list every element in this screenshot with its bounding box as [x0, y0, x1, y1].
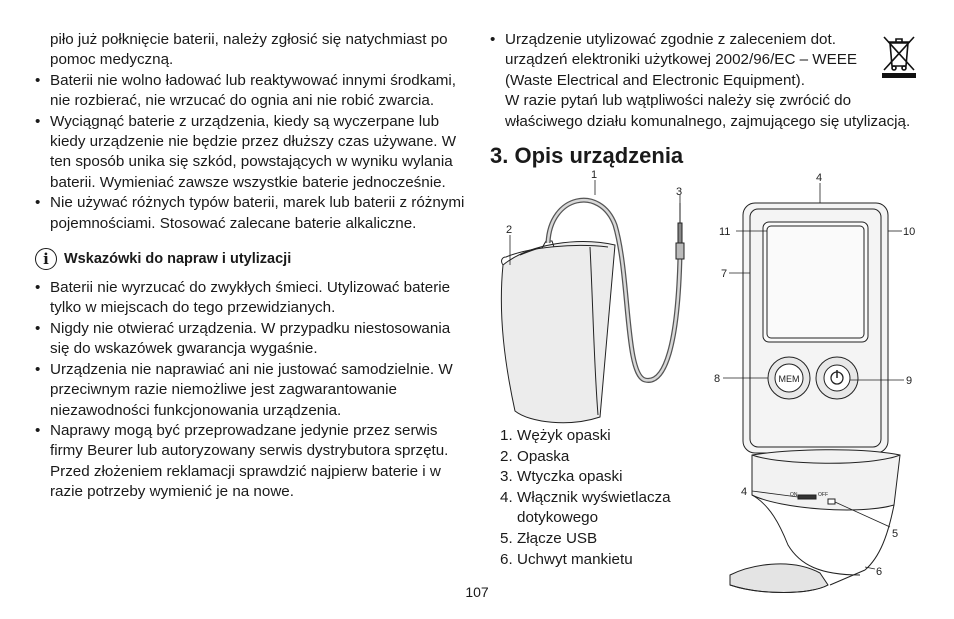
- repair-note-heading: [35, 248, 465, 270]
- callout-4: 4: [816, 172, 823, 184]
- list-item: [500, 467, 671, 488]
- list-item: • Baterii nie wolno ładować lub reaktywować innymi środkami, nie rozbierać, nie wrzucać do ognia ani nie robić zwarcia.: [35, 71, 465, 112]
- part-label: Uchwyt mankietu: [517, 550, 633, 568]
- callout-8: 8: [714, 373, 721, 385]
- list-item: • Naprawy mogą być przeprowadzane jedynie przez serwis firmy Beurer lub autoryzowany serwis dystrybutora sprzętu. Przed złożeniem reklamacji sprawdzić najpierw baterie i w razie potrzeby wymienić je na nowe.: [35, 421, 465, 503]
- note-title: Wskazówki do napraw i utylizacji: [64, 251, 292, 268]
- part-number: 1.: [500, 427, 513, 444]
- part-label: Wężyk opaski: [517, 427, 611, 444]
- callout-10: 10: [903, 226, 916, 238]
- list-item: • Nigdy nie otwierać urządzenia. W przypadku niestosowania się do wskazówek gwarancja wygaśnie.: [35, 319, 465, 360]
- cuff-holder-dock: [730, 450, 900, 593]
- list-item: • Urządzenia nie naprawiać ani nie justować samodzielnie. W przeciwnym razie niemożliwe jest zagwarantowanie niezawodności funkcjonowania urządzenia.: [35, 360, 465, 421]
- callout-5: 5: [892, 528, 899, 540]
- cuff-plug: [676, 203, 684, 259]
- crossed-out-bin-icon: [880, 34, 918, 78]
- dock-on-label: ON: [790, 492, 798, 498]
- intro-text: piło już połknięcie baterii, należy zgłosić się natychmiast po pomoc medyczną.: [50, 31, 448, 69]
- callout-2: 2: [506, 224, 513, 236]
- part-number: 2.: [500, 447, 513, 465]
- section-title: 3. Opis urządzenia: [490, 143, 684, 168]
- list-item: • Urządzenie utylizować zgodnie z zaleceniem dot. urządzeń elektroniki użytkowej 2002/96/EC – WEEE (Waste Electrical and Electronic Equipment).: [490, 30, 868, 91]
- part-label: dotykowego: [517, 509, 599, 527]
- part-number: 6.: [500, 550, 513, 568]
- part-number: [500, 508, 517, 529]
- left-column: [35, 30, 465, 503]
- cuff-illustration: [501, 241, 615, 423]
- list-item: [500, 529, 671, 550]
- list-item: [500, 426, 671, 447]
- page-number: 107: [465, 584, 489, 600]
- monitor-illustration: [743, 203, 888, 453]
- callout-1: 1: [591, 169, 598, 181]
- list-item: • Wyciągnąć baterie z urządzenia, kiedy są wyczerpane lub kiedy urządzenie nie będzie przez dłuższy czas używane. W ten sposób unika się szkód, powstających w wyniku wylania baterii. Wymieniać zawsze wszystkie baterie jednocześnie.: [35, 112, 465, 194]
- list-item: [500, 447, 671, 468]
- part-label: Wtyczka opaski: [517, 468, 623, 486]
- dock-off-label: OFF: [818, 492, 828, 498]
- part-label: Złącze USB: [517, 529, 598, 547]
- info-icon: i: [35, 248, 57, 270]
- callout-3: 3: [676, 186, 683, 198]
- list-item: • Nie używać różnych typów baterii, marek lub baterii z różnymi pojemnościami. Stosować zalecane baterie alkaliczne.: [35, 193, 465, 234]
- disposal-followup: W razie pytań lub wątpliwości należy się zwrócić do właściwego działu komunalnego, zajmującego się utylizacją.: [505, 92, 911, 130]
- callout-9: 9: [906, 375, 913, 387]
- callout-7: 7: [721, 268, 728, 280]
- power-button: [816, 357, 858, 399]
- list-item: [500, 488, 671, 509]
- callout-6: 6: [876, 566, 883, 578]
- callout-4b: 4: [741, 486, 748, 498]
- battery-list: [35, 71, 465, 234]
- mem-label: MEM: [778, 374, 800, 384]
- part-label: Opaska: [517, 447, 570, 465]
- repair-list: [35, 278, 465, 502]
- callout-11: 11: [719, 226, 731, 238]
- right-column: [490, 30, 920, 132]
- part-number: 3.: [500, 468, 513, 486]
- list-item: [500, 550, 671, 571]
- part-label: Włącznik wyświetlacza: [517, 488, 671, 506]
- disposal-list: [490, 30, 868, 91]
- part-number: 5.: [500, 529, 513, 547]
- parts-list: [500, 426, 671, 570]
- list-item: • Baterii nie wyrzucać do zwykłych śmieci. Utylizować baterie tylko w miejscach do tego przewidzianych.: [35, 278, 465, 319]
- list-item: [500, 508, 671, 529]
- part-number: 4.: [500, 488, 513, 506]
